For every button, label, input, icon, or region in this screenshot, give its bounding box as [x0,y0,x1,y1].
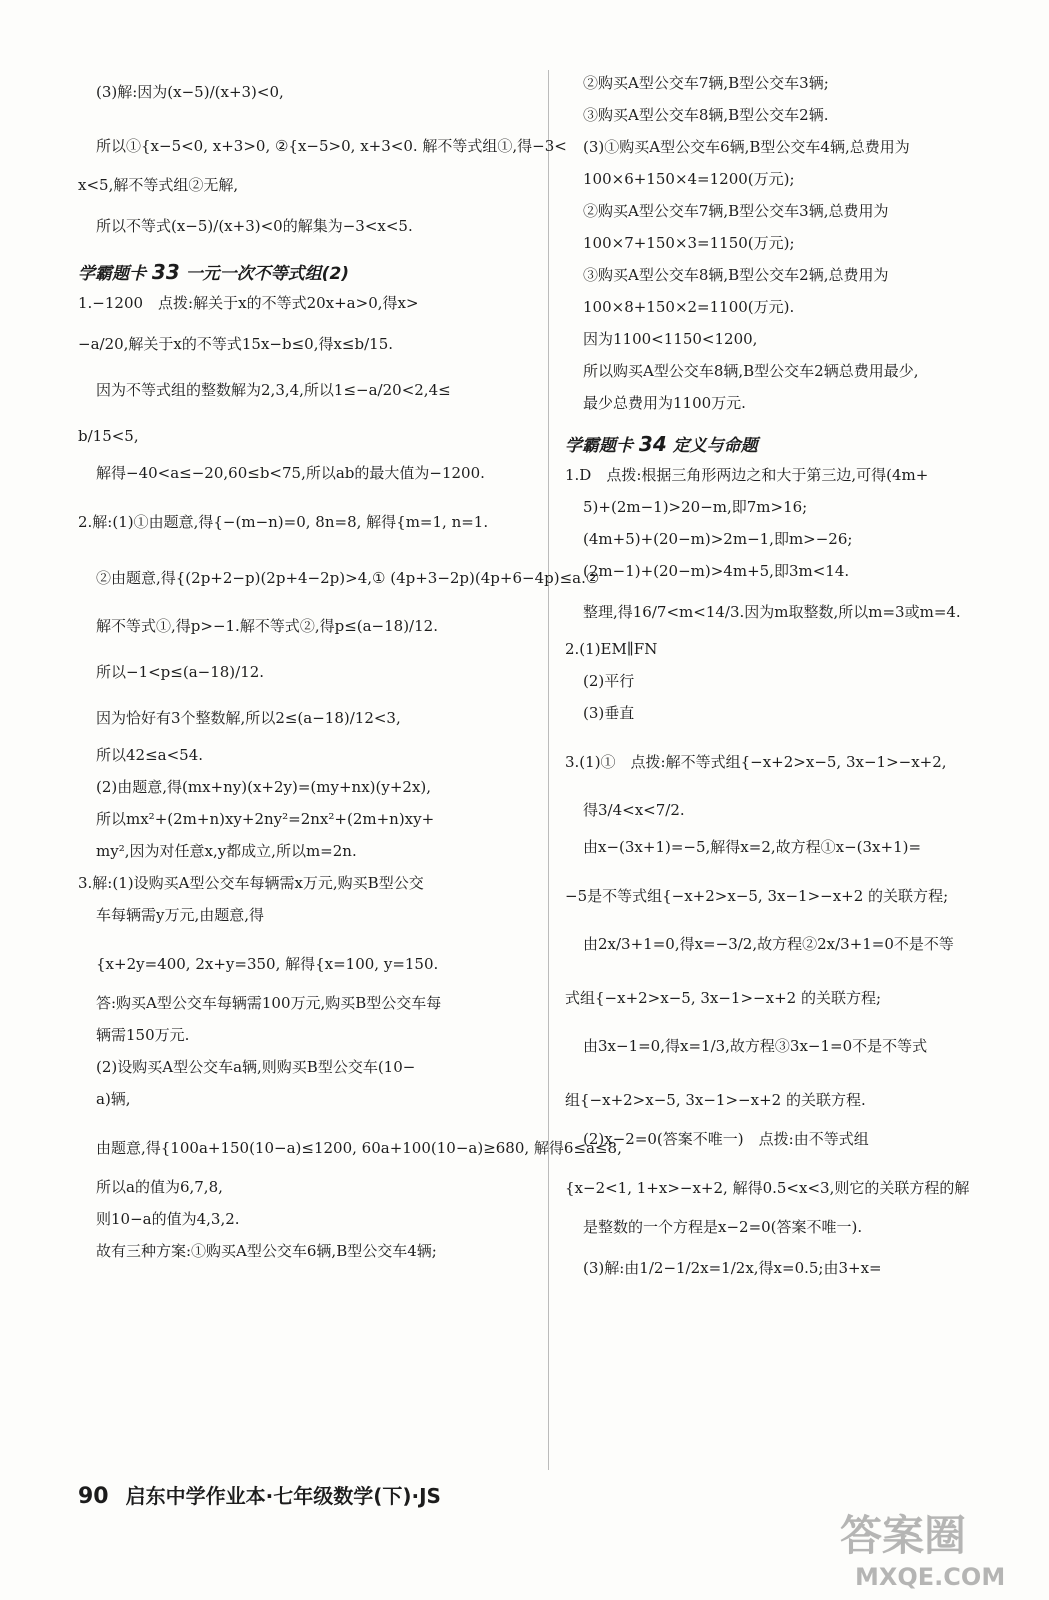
text-line: 3.解:(1)设购买A型公交车每辆需x万元,购买B型公交 [78,874,424,892]
text-line: 解得−40<a≤−20,60≤b<75,所以ab的最大值为−1200. [96,464,485,482]
text-line: 车每辆需y万元,由题意,得 [96,906,265,924]
text-line: 因为恰好有3个整数解,所以2≤(a−18)/12<3, [96,709,401,727]
heading-label: 学霸题卡 [78,264,146,284]
text-line: ②购买A型公交车7辆,B型公交车3辆; [583,74,829,92]
text-line: 由3x−1=0,得x=1/3,故方程③3x−1=0不是不等式 [583,1037,928,1055]
page-footer [78,1480,441,1509]
text-line: 由2x/3+1=0,得x=−3/2,故方程②2x/3+1=0不是不等 [583,935,954,953]
text-line: (3)垂直 [583,704,635,722]
text-line: (3)解:因为(x−5)/(x+3)<0, [96,83,284,101]
text-line: 100×8+150×2=1100(万元). [583,298,795,316]
text-line: 3.(1)① 点拨:解不等式组{−x+2>x−5, 3x−1>−x+2, [565,753,947,771]
text-line: 整理,得16/7<m<14/3.因为m取整数,所以m=3或m=4. [583,603,961,621]
text-line: a)辆, [96,1090,131,1108]
heading-title: 一元一次不等式组(2) [185,264,350,284]
text-line: {x−2<1, 1+x>−x+2, 解得0.5<x<3,则它的关联方程的解 [565,1179,970,1197]
page-number: 90 [78,1484,109,1509]
text-line: b/15<5, [78,427,139,445]
text-line: 式组{−x+2>x−5, 3x−1>−x+2 的关联方程; [565,989,882,1007]
text-line: 因为不等式组的整数解为2,3,4,所以1≤−a/20<2,4≤ [96,381,451,399]
text-line: 所以①{x−5<0, x+3>0, ②{x−5>0, x+3<0. 解不等式组①,得−3< [96,137,567,155]
heading-label: 学霸题卡 [565,436,633,456]
text-line: (2)设购买A型公交车a辆,则购买B型公交车(10− [96,1058,416,1076]
text-line: −a/20,解关于x的不等式15x−b≤0,得x≤b/15. [78,335,394,353]
text-line: 所以42≤a<54. [96,746,204,764]
text-line: 故有三种方案:①购买A型公交车6辆,B型公交车4辆; [96,1242,437,1260]
heading-title: 定义与命题 [672,436,758,456]
right-column [565,72,1000,1294]
text-line: (2)由题意,得(mx+ny)(x+2y)=(my+nx)(y+2x), [96,778,432,796]
text-line: 所以不等式(x−5)/(x+3)<0的解集为−3<x<5. [96,217,413,235]
text-line: (3)①购买A型公交车6辆,B型公交车4辆,总费用为 [583,138,910,156]
book-title: 启东中学作业本·七年级数学(下)·JS [125,1484,441,1508]
column-divider [548,70,549,1470]
text-line: 所以a的值为6,7,8, [96,1178,223,1196]
text-line: 100×7+150×3=1150(万元); [583,234,795,252]
text-line: 辆需150万元. [96,1026,190,1044]
watermark-text-main: 答案圈 [840,1511,967,1560]
text-line: 所以−1<p≤(a−18)/12. [96,663,265,681]
text-line: (2m−1)+(20−m)>4m+5,即3m<14. [583,562,850,580]
text-line: 答:购买A型公交车每辆需100万元,购买B型公交车每 [96,994,442,1012]
text-line: my²,因为对任意x,y都成立,所以m=2n. [96,842,357,860]
text-line: {x+2y=400, 2x+y=350, 解得{x=100, y=150. [96,955,439,973]
text-line: 是整数的一个方程是x−2=0(答案不唯一). [583,1218,863,1236]
text-line: 由题意,得{100a+150(10−a)≤1200, 60a+100(10−a)≥680, 解得6≤a≤8, [96,1139,622,1157]
text-line: 由x−(3x+1)=−5,解得x=2,故方程①x−(3x+1)= [583,838,922,856]
text-line: 最少总费用为1100万元. [583,394,746,412]
section-heading-33 [78,252,533,292]
text-line: 组{−x+2>x−5, 3x−1>−x+2 的关联方程. [565,1091,866,1109]
text-line: ③购买A型公交车8辆,B型公交车2辆. [583,106,829,124]
text-line: (2)x−2=0(答案不唯一) 点拨:由不等式组 [583,1130,869,1148]
text-line: 解不等式①,得p>−1.解不等式②,得p≤(a−18)/12. [96,617,438,635]
text-line: 1.D 点拨:根据三角形两边之和大于第三边,可得(4m+ [565,466,929,484]
text-line: 所以购买A型公交车8辆,B型公交车2辆总费用最少, [583,362,919,380]
watermark-logo [830,1500,1030,1595]
section-heading-34 [565,424,1000,464]
text-line: ②由题意,得{(2p+2−p)(2p+4−2p)>4,① (4p+3−2p)(4p+6−4p)≤a.② [96,569,600,587]
text-line: 2.(1)EM∥FN [565,640,658,658]
text-line: 1.−1200 点拨:解关于x的不等式20x+a>0,得x> [78,294,419,312]
text-line: (2)平行 [583,672,635,690]
heading-number: 33 [151,260,180,284]
text-line: 100×6+150×4=1200(万元); [583,170,795,188]
text-line: x<5,解不等式组②无解, [78,176,239,194]
text-line: ③购买A型公交车8辆,B型公交车2辆,总费用为 [583,266,889,284]
text-line: 因为1100<1150<1200, [583,330,758,348]
text-line: 所以mx²+(2m+n)xy+2ny²=2nx²+(2m+n)xy+ [96,810,435,828]
heading-number: 34 [638,432,667,456]
watermark-text-url: MXQE.COM [855,1563,1006,1591]
text-line: 5)+(2m−1)>20−m,即7m>16; [583,498,808,516]
text-line: (4m+5)+(20−m)>2m−1,即m>−26; [583,530,853,548]
text-line: −5是不等式组{−x+2>x−5, 3x−1>−x+2 的关联方程; [565,887,949,905]
text-line: 2.解:(1)①由题意,得{−(m−n)=0, 8n=8, 解得{m=1, n=1. [78,513,489,531]
text-line: 得3/4<x<7/2. [583,801,685,819]
text-line: (3)解:由1/2−1/2x=1/2x,得x=0.5;由3+x= [583,1259,882,1277]
text-line: 则10−a的值为4,3,2. [96,1210,240,1228]
text-line: ②购买A型公交车7辆,B型公交车3辆,总费用为 [583,202,889,220]
